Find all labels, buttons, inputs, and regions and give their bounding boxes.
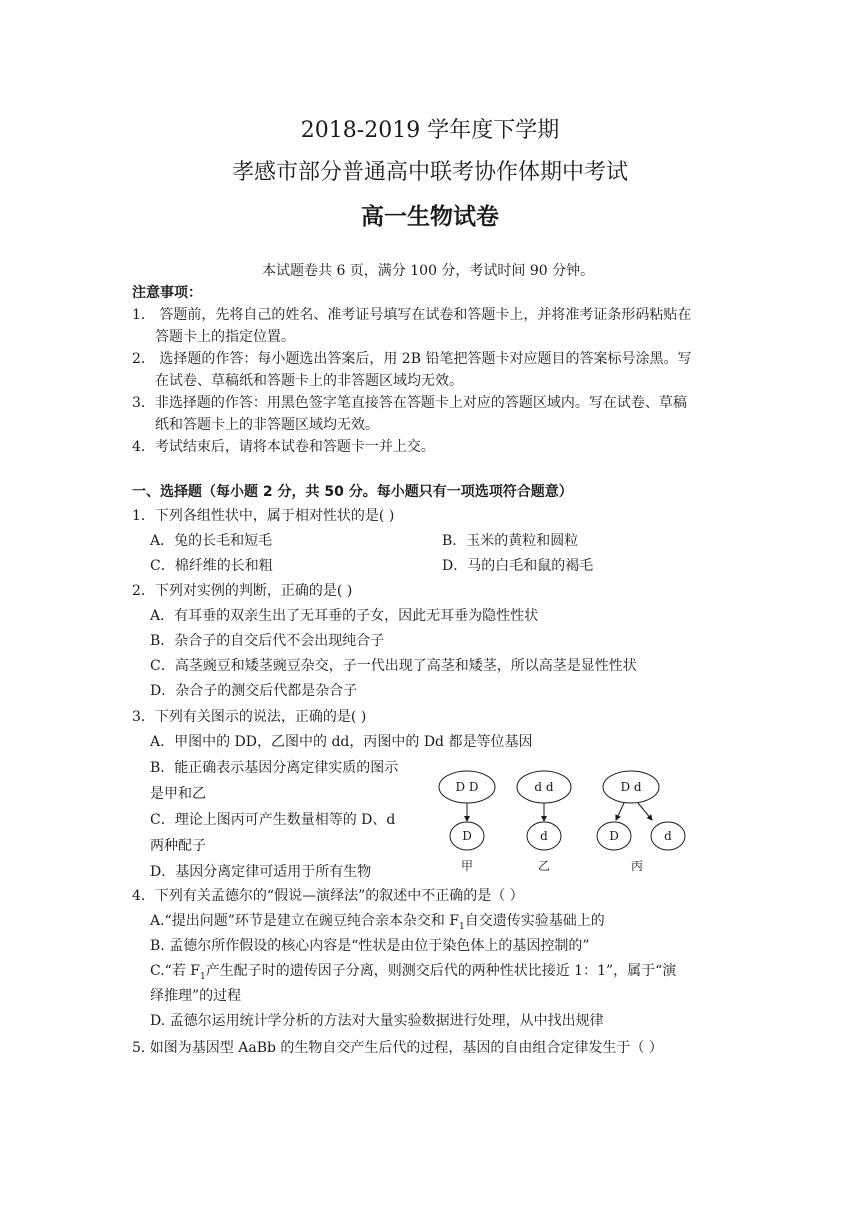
- diagram-jia: [439, 771, 495, 873]
- paper-title: 高一生物试卷: [361, 204, 499, 230]
- diagram-bing: [597, 771, 685, 873]
- bing-label: 丙: [630, 859, 644, 873]
- notice-item-1: 1． 答题前，先将自己的姓名、准考证号填写在试卷和答题卡上，并将准考证条形码粘贴在: [132, 307, 692, 323]
- exam-name-title: 孝感市部分普通高中联考协作体期中考试: [231, 160, 628, 185]
- question-2-option-c: C．高茎豌豆和矮茎豌豆杂交，子一代出现了高茎和矮茎，所以高茎是显性性状: [150, 658, 637, 674]
- question-4-option-a-text: A.“提出问题”环节是建立在豌豆纯合亲本杂交和 F: [150, 913, 460, 929]
- yi-label: 乙: [537, 859, 551, 873]
- question-2-option-d: D．杂合子的测交后代都是杂合子: [150, 683, 358, 699]
- question-4-option-c-cont: 绎推理”的过程: [150, 988, 242, 1004]
- bing-gamete-genotype-left: D: [609, 829, 619, 843]
- question-4-option-c-text-end: 产生配子时的遗传因子分离，则测交后代的两种性状比接近 1：1”，属于“演: [205, 963, 677, 979]
- bing-arrow-right: [638, 803, 652, 820]
- bing-arrow-left: [616, 803, 624, 820]
- question-3-option-b: B．能正确表示基因分离定律实质的图示: [150, 760, 399, 776]
- question-1-option-a: A．兔的长毛和短毛: [150, 533, 273, 549]
- question-4-option-c-text: C.“若 F: [150, 963, 200, 979]
- question-2-stem: 2．下列对实例的判断，正确的是( ): [132, 583, 353, 599]
- jia-label: 甲: [460, 859, 474, 873]
- question-2-option-a: A．有耳垂的双亲生出了无耳垂的子女，因此无耳垂为隐性性状: [150, 608, 539, 624]
- intro-text: 本试题卷共 6 页，满分 100 分，考试时间 90 分钟。: [262, 263, 595, 279]
- jia-parent-genotype: D D: [455, 780, 479, 794]
- question-1-option-c: C．棉纤维的长和粗: [150, 558, 273, 574]
- question-3-option-c: C．理论上图丙可产生数量相等的 D、d: [150, 812, 396, 828]
- notice-item-3-cont: 纸和答题卡上的非答题区域均无效。: [155, 417, 379, 433]
- question-3-option-b-cont: 是甲和乙: [150, 786, 206, 802]
- question-3-option-d: D．基因分离定律可适用于所有生物: [150, 864, 372, 880]
- yi-gamete-genotype: d: [540, 829, 548, 843]
- notice-item-2-cont: 在试卷、草稿纸和答题卡上的非答题区域均无效。: [155, 373, 463, 389]
- question-3-stem: 3．下列有关图示的说法，正确的是( ): [132, 709, 367, 725]
- question-3-option-a: A．甲图中的 DD，乙图中的 dd，丙图中的 Dd 都是等位基因: [150, 734, 533, 750]
- question-4-option-a-text-end: 自交遗传实验基础上的: [464, 913, 605, 929]
- question-4-option-d: D. 孟德尔运用统计学分析的方法对大量实验数据进行处理，从中找出规律: [150, 1013, 604, 1029]
- question-1-stem: 1．下列各组性状中，属于相对性状的是( ): [132, 508, 395, 524]
- question-4-option-c: [150, 961, 676, 987]
- question-1-option-b: B．玉米的黄粒和圆粒: [442, 533, 579, 549]
- yi-parent-genotype: d d: [534, 780, 554, 794]
- question-4-option-b: B. 孟德尔所作假设的核心内容是“性状是由位于染色体上的基因控制的”: [150, 938, 590, 954]
- question-4-stem: 4．下列有关孟德尔的“假说—演绎法”的叙述中不正确的是（ ）: [132, 888, 524, 904]
- notice-title: 注意事项：: [132, 285, 202, 301]
- bing-gamete-genotype-right: d: [664, 829, 672, 843]
- notice-item-1-cont: 答题卡上的指定位置。: [155, 329, 295, 345]
- exam-term-title: 2018-2019 学年度下学期: [300, 118, 560, 143]
- question-5-stem: 5. 如图为基因型 AaBb 的生物自交产生后代的过程，基因的自由组合定律发生于（ ）: [132, 1040, 663, 1056]
- bing-parent-genotype: D d: [620, 780, 642, 794]
- notice-item-3: 3．非选择题的作答：用黑色签字笔直接答在答题卡上对应的答题区域内。写在试卷、草稿: [132, 395, 687, 411]
- gene-separation-diagram: [432, 766, 702, 878]
- question-3-option-c-cont: 两种配子: [150, 838, 206, 854]
- question-4-option-a: [150, 911, 605, 937]
- jia-gamete-genotype: D: [462, 829, 472, 843]
- question-4-option-a-sub: 1: [459, 921, 465, 932]
- notice-item-4: 4．考试结束后，请将本试卷和答题卡一并上交。: [132, 439, 435, 455]
- question-2-option-b: B．杂合子的自交后代不会出现纯合子: [150, 633, 385, 649]
- section-title: 一、选择题（每小题 2 分，共 50 分。每小题只有一项选项符合题意）: [132, 484, 573, 500]
- question-4-option-c-sub: 1: [199, 971, 206, 982]
- question-1-option-d: D．马的白毛和鼠的褐毛: [442, 558, 594, 574]
- diagram-yi: [517, 771, 571, 873]
- notice-item-2: 2． 选择题的作答：每小题选出答案后，用 2B 铅笔把答题卡对应题目的答案标号涂黑。写: [132, 351, 692, 367]
